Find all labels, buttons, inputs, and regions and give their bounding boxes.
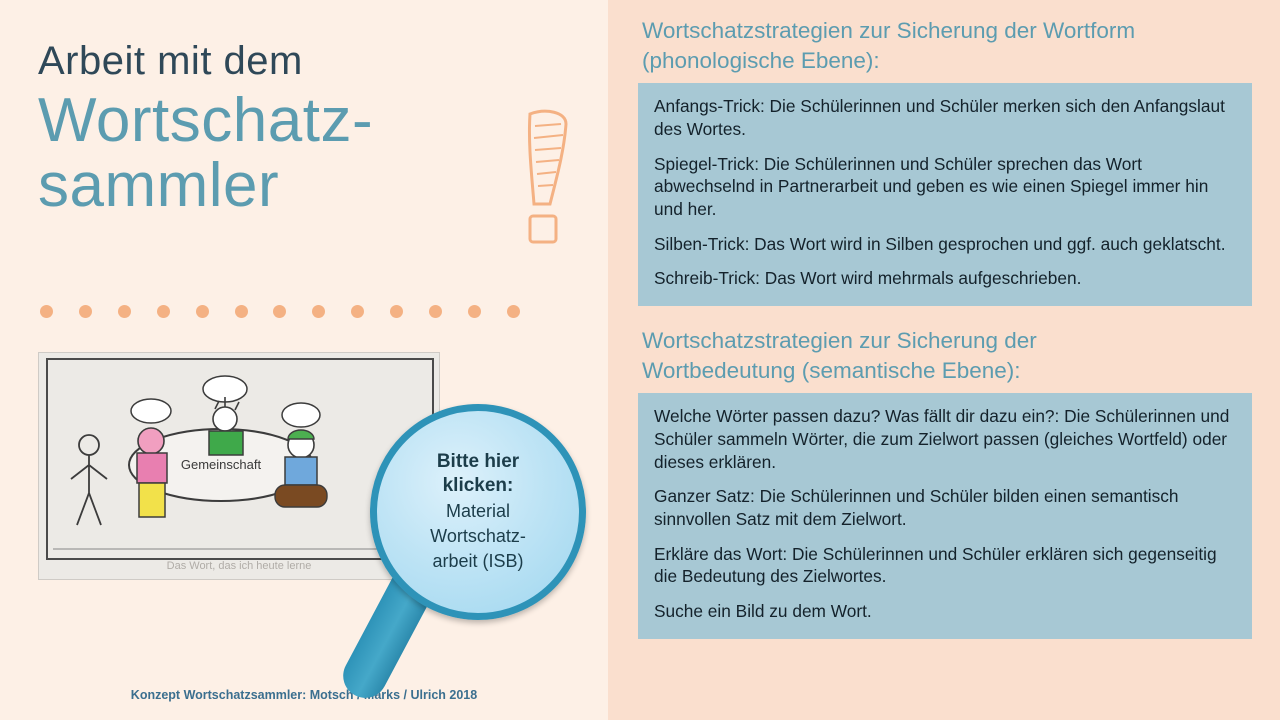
magnifier-text-line1: Material xyxy=(445,500,511,521)
credit-line: Konzept Wortschatzsammler: Motsch / Marks / Ulrich 2018 xyxy=(130,688,478,702)
exclamation-mark-icon xyxy=(516,108,580,248)
title-block xyxy=(38,38,538,221)
section-2-item: Welche Wörter passen dazu? Was fällt dir dazu ein?: Die Schülerinnen und Schüler sammeln Wörter, die zum Zielwort passen (gleiches Wortfeld) oder dieses erklären. xyxy=(654,406,1230,472)
right-panel xyxy=(608,0,1280,720)
dot-divider xyxy=(40,305,520,318)
page-title-big-line2: sammler xyxy=(38,151,280,221)
section-1-heading-line1: Wortschatzstrategien zur Sicherung der Wortform xyxy=(642,18,1136,43)
section-2-item: Suche ein Bild zu dem Wort. xyxy=(654,600,872,621)
section-2-heading-line1: Wortschatzstrategien zur Sicherung der xyxy=(642,327,1037,353)
section-1-item: Spiegel-Trick: Die Schülerinnen und Schüler sprechen das Wort abwechselnd in Partnerarbeit und geben es wie einen Spiegel immer hin und her. xyxy=(654,153,1209,219)
page-title-small: Arbeit mit dem xyxy=(38,39,303,83)
magnifier-text-line2: Wortschatz- xyxy=(430,526,526,547)
magnifier-lens-link[interactable] xyxy=(370,404,586,620)
section-1-item: Silben-Trick: Das Wort wird in Silben gesprochen und ggf. auch geklatscht. xyxy=(654,233,1226,254)
section-2-item: Erkläre das Wort: Die Schülerinnen und Schüler erklären sich gegenseitig die Bedeutung des Zielwortes. xyxy=(654,543,1217,587)
section-2-item: Ganzer Satz: Die Schülerinnen und Schüler bilden einen semantisch sinnvollen Satz mit dem Zielwort. xyxy=(654,486,1179,529)
section-1-card xyxy=(638,83,1252,306)
left-panel xyxy=(0,0,608,720)
magnifier-bold-line2: klicken: xyxy=(442,474,514,496)
magnifier-text-line3: arbeit (ISB) xyxy=(432,551,524,572)
svg-text:Gemeinschaft: Gemeinschaft xyxy=(180,457,262,472)
section-1-item: Anfangs-Trick: Die Schülerinnen und Schüler merken sich den Anfangslaut des Wortes. xyxy=(654,96,1225,140)
section-2-card xyxy=(638,393,1252,638)
page-title-big xyxy=(38,86,538,221)
page-title-big-line1: Wortschatz- xyxy=(38,86,374,155)
section-1-heading xyxy=(642,16,1252,75)
section-1-item: Schreib-Trick: Das Wort wird mehrmals aufgeschrieben. xyxy=(654,268,1082,289)
magnifier-bold-line1: Bitte hier xyxy=(436,451,520,473)
svg-text:Das Wort, das ich heute lerne: Das Wort, das ich heute lerne xyxy=(166,560,312,572)
section-2-heading xyxy=(642,326,1252,385)
section-2-heading-line2: Wortbedeutung (semantische Ebene): xyxy=(642,357,1021,383)
magnifier-graphic[interactable] xyxy=(370,404,590,654)
section-1-heading-line2: (phonologische Ebene): xyxy=(642,47,880,73)
